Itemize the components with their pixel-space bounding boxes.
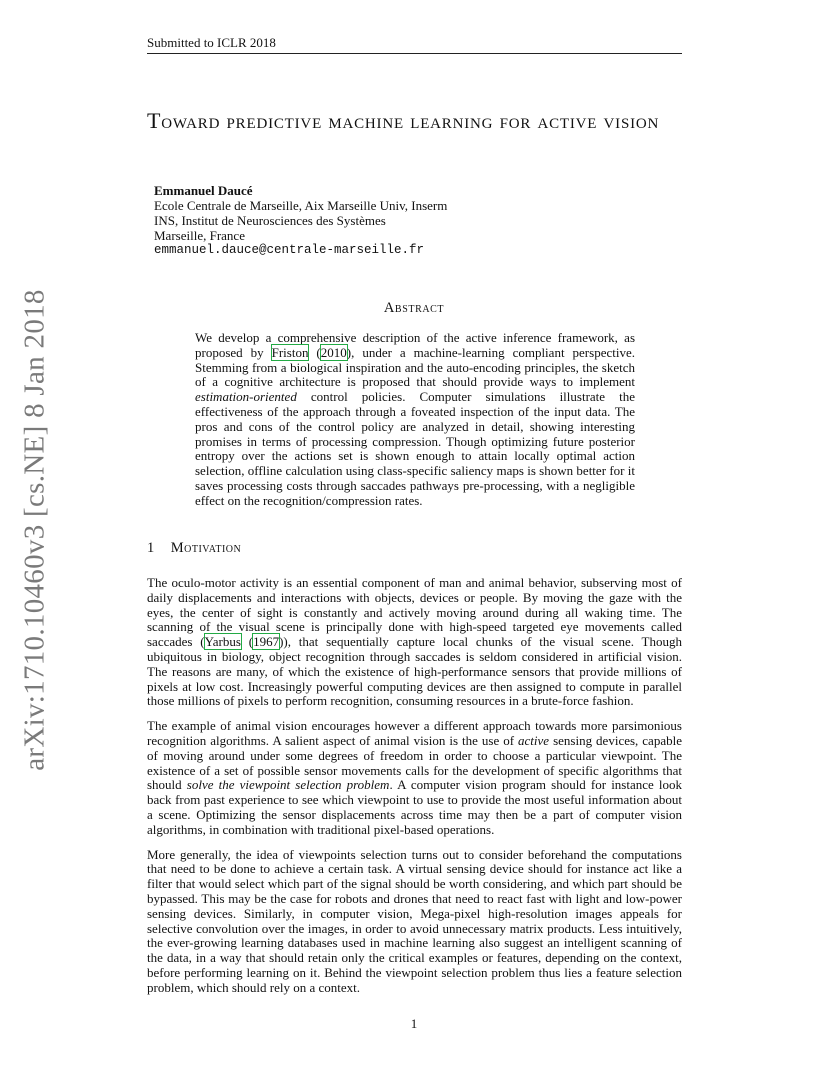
abstract-heading: [0, 300, 828, 317]
author-location: Marseille, France: [154, 228, 245, 243]
author-block: [154, 183, 447, 258]
abstract-text-1: We develop a comprehensive description of the active inference framework, as proposed by: [195, 330, 635, 360]
abstract-text-3: control policies. Computer simulations illustrate the effectiveness of the approach through a foveated inspection of the input data. The pros and cons of the control policy are analyzed in detail, showing interesting promises in terms of processing compression. Though optimizing future posterior entropy over the actions set is shown enough to attain locally optimal action selection, offline calculation using class-specific saliency maps is shown better for it saves processing costs through saccades pathways pre-processing, with a negligible effect on the recognition/compression rates.: [195, 389, 635, 508]
abstract-paren-open: (: [308, 344, 321, 360]
running-head: Submitted to ICLR 2018: [147, 35, 276, 50]
paragraph-2-text-b: sensing devices, capable of moving around under some degrees of freedom in order to choose a particular viewpoint. The existence of a set of possible sensor movements calls for the development of specific algorithms that should: [147, 732, 682, 793]
citation-yarbus-year[interactable]: 1967: [253, 634, 280, 650]
page-number: 1: [410, 1016, 418, 1031]
arxiv-stamp: [18, 289, 51, 771]
paragraph-2-text-a: The example of animal vision encourages however a different approach towards more parsimonious recognition algorithms. A salient aspect of animal vision is the use of: [147, 718, 682, 748]
section-number: 1: [147, 540, 155, 556]
author-affiliation-1: Ecole Centrale de Marseille, Aix Marseille Univ, Inserm: [154, 198, 448, 213]
paper-title: [147, 106, 687, 136]
header-rule: [147, 53, 682, 54]
paragraph-3: More generally, the idea of viewpoints selection turns out to consider beforehand the computations that need to be done to achieve a certain task. A virtual sensing device should for instance act like a filter that would select which part of the signal should be worth considering, and which part should be bypassed. This may be the case for robots and drones that need to react fast with light and low-power sensing devices. Similarly, in computer vision, Mega-pixel high-resolution images appeals for selective convolution over the images, in order to avoid unnecessary matrix products. Less intuitively, the ever-growing learning databases used in machine learning also suggest an intelligent scanning of the data, in a way that should retain only the critical examples or features, depending on the context, before performing learning on it. Behind the viewpoint selection problem thus lies a feature selection problem, which should rely on a context.: [147, 846, 682, 995]
abstract-heading-text: Abstract: [383, 300, 445, 316]
citation-yarbus-author[interactable]: Yarbus: [204, 634, 241, 650]
citation-friston-author[interactable]: Friston: [271, 344, 309, 360]
author-email[interactable]: emmanuel.dauce@centrale-marseille.fr: [154, 243, 425, 257]
paragraph-1: [147, 576, 682, 709]
abstract-text-2: ), under a machine-learning compliant perspective. Stemming from a biological inspiration and the auto-encoding principles, the sketch of a cognitive architecture is proposed that should provide ways to implement: [195, 344, 635, 390]
paragraph-1-text-b: )), that sequentially capture local chunks of the visual scene. Though ubiquitous in biology, object recognition through saccades is seldom considered in artificial vision. The reasons are many, of which the existence of high-performance sensors that provide millions of pixels at low cost. Increasingly powerful computing devices are then assigned to compute in parallel those millions of pixels to perform recognition, consuming resources in a brute-force fashion.: [147, 634, 682, 709]
section-body: [147, 576, 682, 1006]
paragraph-1-paren-open: (: [240, 634, 254, 650]
section-heading: [147, 540, 241, 557]
paragraph-2-emphasis-2: solve the viewpoint selection problem: [186, 777, 390, 793]
paragraph-2-text-c: . A computer vision program should for instance look back from past experience to see which viewpoint to use to provide the most useful information about a scene. Optimizing the sensor displacements across time may then be a part of computer vision algorithms, in combination with traditional pixel-based operations.: [147, 777, 683, 837]
arxiv-stamp-text: arXiv:1710.10460v3 [cs.NE] 8 Jan 2018: [18, 289, 51, 771]
section-title: Motivation: [170, 540, 242, 556]
abstract-emphasis: estimation-oriented: [195, 389, 297, 405]
paragraph-1-text-a: The oculo-motor activity is an essential component of man and animal behavior, subserving most of daily displacements and interactions with objects, devices or people. By moving the gaze with the eyes, the center of sight is constantly and actively moving around during all waking time. The scanning of the visual scene is principally done with high-speed targeted eye movements called saccades (: [147, 575, 682, 650]
author-name: Emmanuel Daucé: [154, 183, 253, 198]
paper-title-text: Toward predictive machine learning for active vision: [147, 108, 660, 133]
abstract-body: [195, 331, 635, 509]
citation-friston-year[interactable]: 2010: [320, 344, 347, 360]
paragraph-2-emphasis-1: active: [518, 732, 550, 748]
paragraph-2: [147, 719, 682, 837]
author-affiliation-2: INS, Institut de Neurosciences des Systèmes: [154, 213, 386, 228]
